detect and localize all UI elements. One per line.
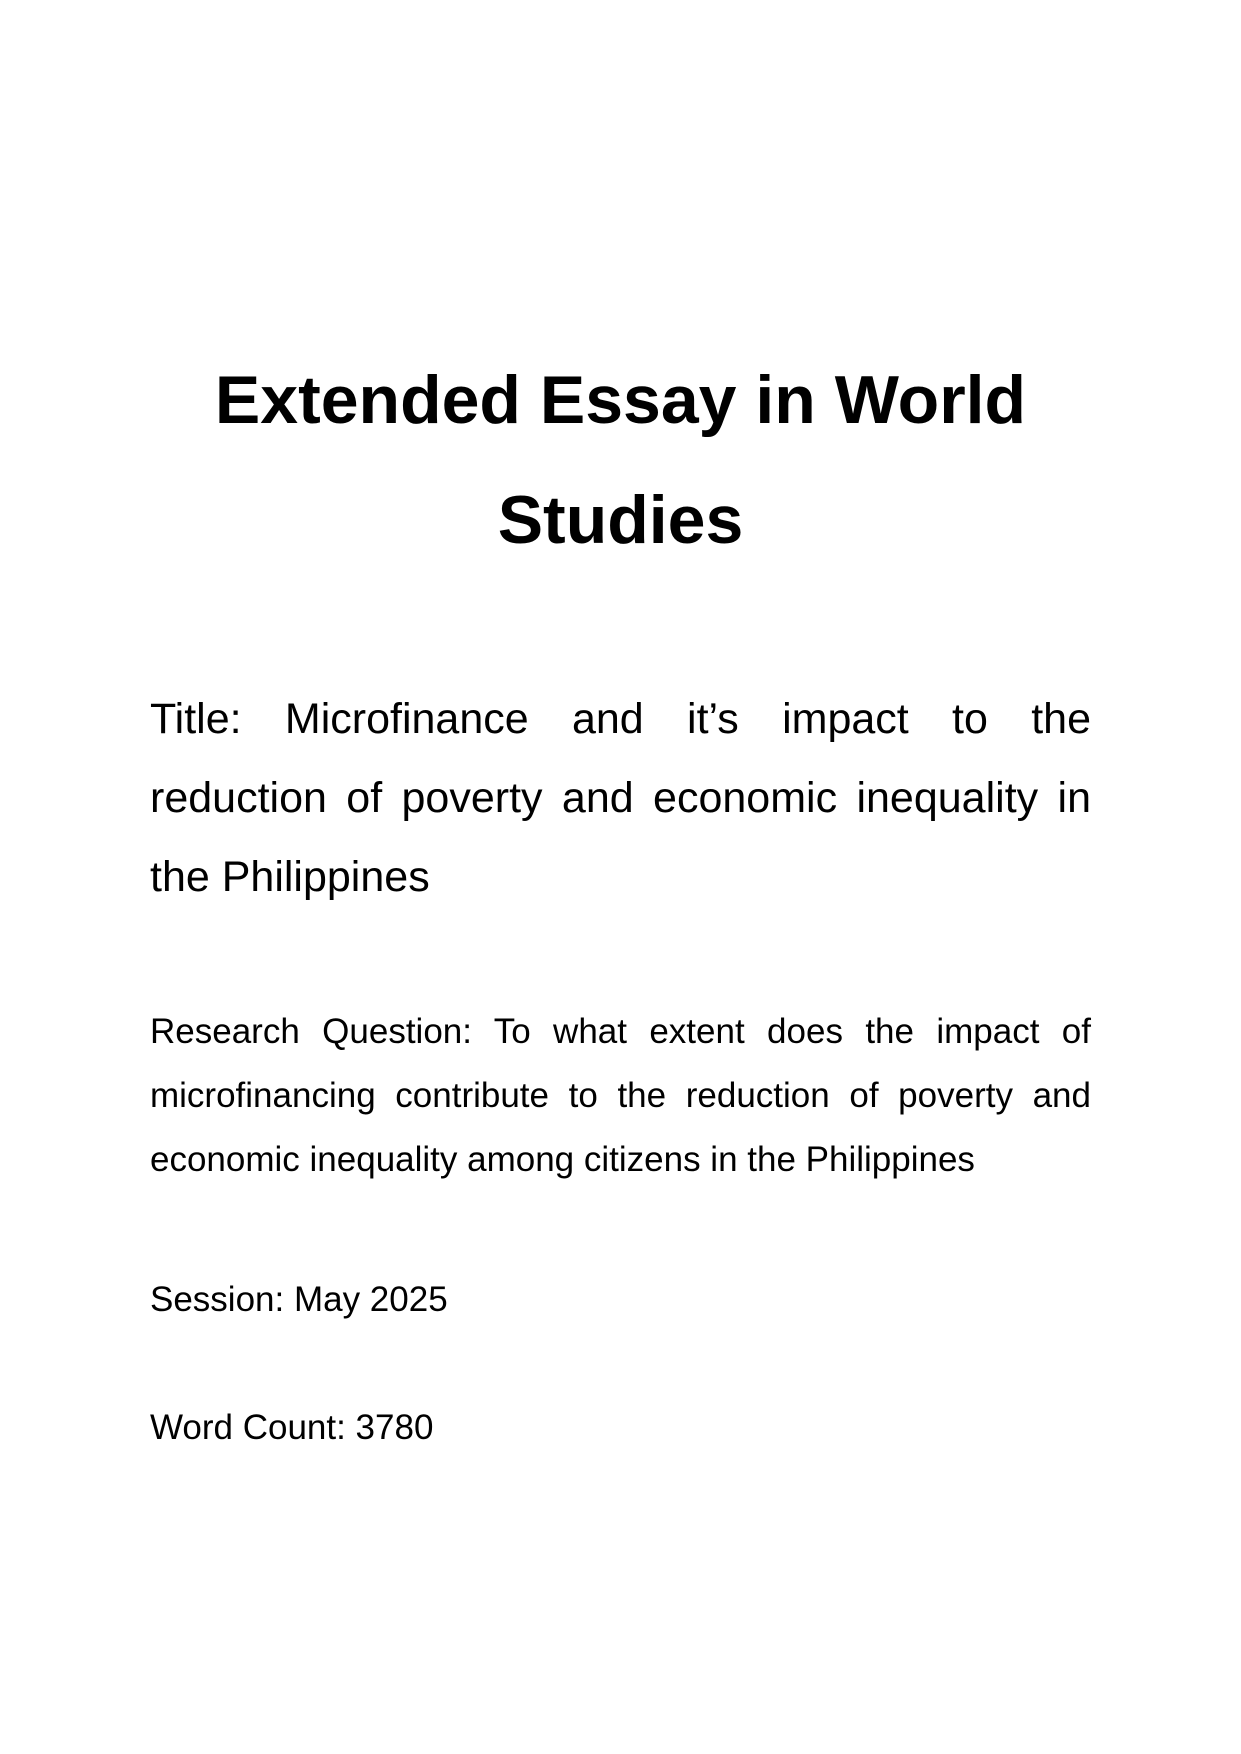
essay-title: Title: Microfinance and it’s impact to the reduction of poverty and economic inequality in the Philippines [150, 695, 1091, 901]
page-title: Extended Essay in World Studies [214, 362, 1027, 558]
session-line: Session: May 2025 [150, 1280, 448, 1319]
research-question: Research Question: To what extent does the impact of microfinancing contribute to the reduction of poverty and economic inequality among citizens in the Philippines [150, 1012, 1091, 1179]
word-count-line: Word Count: 3780 [150, 1408, 434, 1447]
